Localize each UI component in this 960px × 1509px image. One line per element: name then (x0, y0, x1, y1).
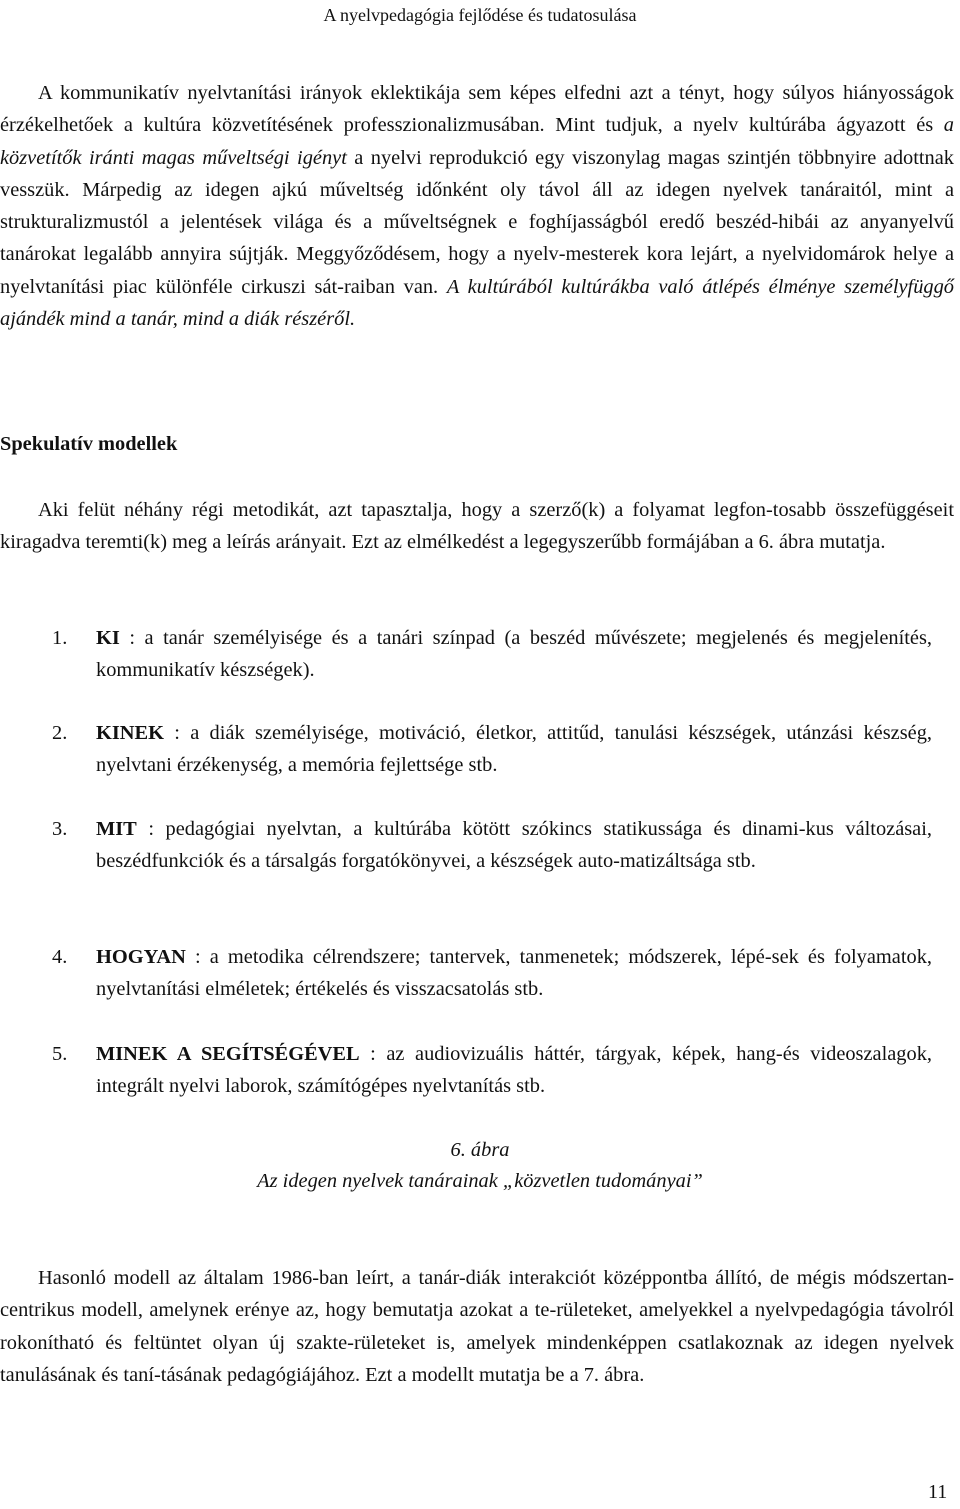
paragraph-intro-emphasis-2: A kultúrából kultúrákba való átlépés élménye személyfüggő ajándék mind a tanár, mind a diák részéről. (0, 275, 955, 331)
list-description: : a metodika célrendszere; tantervek, tanmenetek; módszerek, lépé-sek és folyamatok, nyelvtanítási elméletek; értékelés és visszacsatolás stb. (96, 946, 932, 1001)
list-text (96, 941, 932, 1006)
list-term: KINEK (96, 722, 164, 744)
paragraph-intro-emphasis-1: a közvetítők iránti magas műveltségi igényt (0, 114, 954, 169)
section-heading: Spekulatív modellek (0, 433, 178, 455)
running-header: A nyelvpedagógia fejlődése és tudatosulása (323, 5, 637, 25)
list-number: 5. (52, 1043, 68, 1065)
paragraph-intro (0, 77, 954, 335)
paragraph-intro-text-1: A kommunikatív nyelvtanítási irányok eklektikája sem képes elfedni azt a tényt, hogy súlyos hiányosságok érzékelhetőek a kultúra közvetítésének professzionalizmusában. Mint tudjuk, a nyelv kultúrába ágyazott és (0, 82, 954, 137)
paragraph-models: Aki felüt néhány régi metodikát, azt tapasztalja, hogy a szerző(k) a folyamat legfon-tosabb összefüggéseit kiragadva teremti(k) meg a leírás arányait. Ezt az elmélkedést a legegyszerűbb formájában a 6. ábra mutatja. (0, 499, 954, 554)
list-text (96, 813, 932, 878)
list-number: 2. (52, 722, 68, 744)
list-description: : a diák személyisége, motiváció, életkor, attitűd, tanulási készségek, utánzási készség, nyelvtani érzékenység, a memória fejlettsége stb. (96, 722, 932, 777)
list-text (96, 622, 932, 687)
figure-title: Az idegen nyelvek tanárainak „közvetlen tudományai” (257, 1170, 703, 1192)
paragraph-closing: Hasonló modell az általam 1986-ban leírt, a tanár-diák interakciót középpontba állító, de mégis módszertan-centrikus modell, amelynek erénye az, hogy bemutatja azokat a te-rületeket, amelyekkel a nyelvpedagógia távolról rokonítható és feltüntet olyan új szakte-rületeket is, amelyek mindenképpen csatlakoznak az idegen nyelvek tanulásának és taní-tásának pedagógiájához. Ezt a modellt mutatja be a 7. ábra. (0, 1267, 954, 1386)
list-term: HOGYAN (96, 946, 186, 968)
list-description: : az audiovizuális háttér, tárgyak, képek, hang-és videoszalagok, integrált nyelvi laborok, számítógépes nyelvtanítás stb. (96, 1043, 932, 1098)
list-description: : pedagógiai nyelvtan, a kultúrába kötött szókincs statikussága és dinami-kus változásai, beszédfunkciók és a társalgás forgatókönyvei, a készségek auto-matizáltsága stb. (96, 818, 932, 873)
list-text (96, 717, 932, 782)
list-number: 4. (52, 946, 68, 968)
list-term: KI (96, 627, 120, 649)
page-number: 11 (928, 1481, 948, 1503)
paragraph-intro-text-2: a nyelvi reprodukció egy viszonylag magas szintjén többnyire adottnak vesszük. Márpedig az idegen ajkú műveltség időnként oly távol áll az idegen nyelvek tanáraitól, mint a strukturalizmustól a jelentések világa és a műveltségnek e foghíjasságból eredő beszéd-hibái az anyanyelvű tanárokat legalább annyira sújtják. Meggyőződésem, hogy a nyelv-mesterek kora lejárt, a nyelvidomárok helye a nyelvtanítási piac különféle cirkuszi sát-raiban van. (0, 146, 954, 298)
list-number: 1. (52, 627, 68, 649)
list-text (96, 1038, 932, 1103)
list-term: MINEK A SEGÍTSÉGÉVEL (96, 1043, 360, 1065)
figure-label: 6. ábra (450, 1139, 510, 1161)
list-description: : a tanár személyisége és a tanári színpad (a beszéd művészete; megjelenés és megjelenítés, kommunikatív készségek). (96, 627, 932, 682)
list-term: MIT (96, 818, 137, 840)
list-number: 3. (52, 818, 68, 840)
